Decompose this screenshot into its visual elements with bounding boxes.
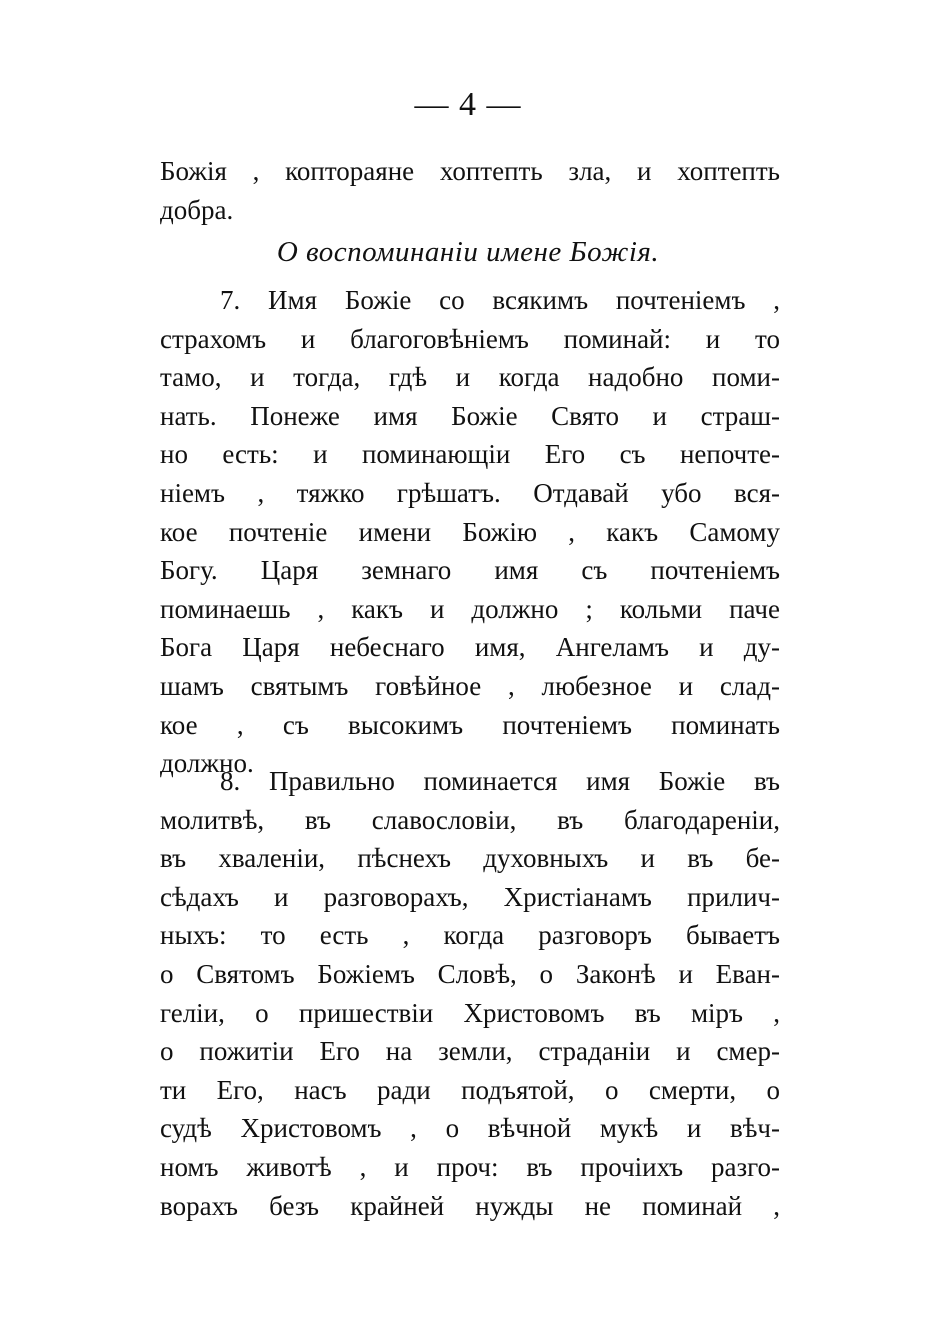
paragraph-8 xyxy=(160,762,780,1225)
section-heading: О воспоминанiи имене Божiя. xyxy=(276,236,660,268)
text-line: тамо, и тогда, гдѣ и когда надобно поми- xyxy=(160,362,780,393)
text-line: должно. xyxy=(160,748,254,779)
text-line: 7. Имя Божiе со всякимъ почтенiемъ , xyxy=(220,285,780,315)
text-line: о пожитiи Его на земли, страданiи и смер- xyxy=(160,1036,780,1067)
text-line: Бога Царя небеснаго имя, Ангеламъ и ду- xyxy=(160,632,780,663)
text-line: о Святомъ Божiемъ Словѣ, о Законѣ и Еван- xyxy=(160,958,780,989)
text-line: шамъ святымъ говѣйное , любезное и слад- xyxy=(160,670,780,701)
text-line: въ хваленiи, пѣснехъ духовныхъ и въ бе- xyxy=(160,843,780,874)
intro-paragraph xyxy=(160,152,780,229)
text-line: страхомъ и благоговѣнiемъ поминай: и то xyxy=(160,323,780,354)
text-line: Богу. Царя земнаго имя съ почтенiемъ xyxy=(160,555,780,586)
text-line: кое почтенiе имени Божiю , какъ Самому xyxy=(160,516,780,547)
text-line: добра. xyxy=(160,194,234,225)
text-line: но есть: и поминающiи Его съ непочте- xyxy=(160,439,780,470)
text-line: Божія , коптораяне хоптепть зла, и хоптепть xyxy=(160,156,780,186)
text-line: сѣдахъ и разговорахъ, Христiанамъ прилич- xyxy=(160,881,780,912)
text-line: нiемъ , тяжко грѣшатъ. Отдавай убо вся- xyxy=(160,477,780,508)
text-line: молитвѣ, въ славословiи, въ благодаренiи, xyxy=(160,804,780,835)
page-number: — 4 — xyxy=(414,86,522,123)
paragraph-7 xyxy=(160,281,780,783)
text-line: ныхъ: то есть , когда разговоръ бываетъ xyxy=(160,920,780,951)
text-line: нать. Понеже имя Божiе Свято и страш- xyxy=(160,400,780,431)
text-line: судѣ Христовомъ , о вѣчной мукѣ и вѣч- xyxy=(160,1113,780,1144)
text-line: кое , съ высокимъ почтенiемъ поминать xyxy=(160,709,780,740)
text-line: номъ животѣ , и проч: въ прочiихъ разго- xyxy=(160,1151,780,1182)
text-line: ворахъ безъ крайней нужды не поминай , xyxy=(160,1190,780,1221)
text-line: поминаешь , какъ и должно ; кольми паче xyxy=(160,593,780,624)
text-line: 8. Правильно поминается имя Божiе въ xyxy=(220,766,780,796)
text-line: ти Его, насъ ради подъятой, о смерти, о xyxy=(160,1074,780,1105)
text-line: гелiи, о пришествiи Христовомъ въ мiръ , xyxy=(160,997,780,1028)
